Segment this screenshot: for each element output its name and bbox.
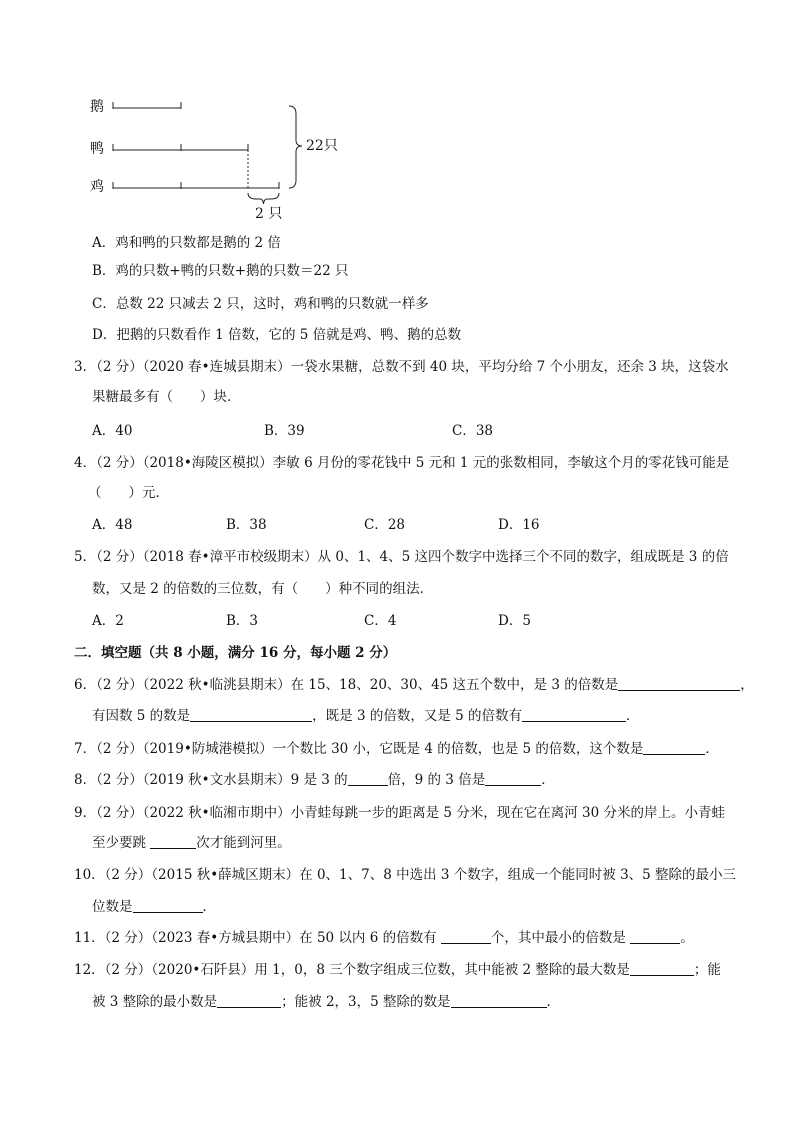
right-brace: [289, 106, 302, 188]
q4-option-c: C．28: [364, 517, 406, 533]
line-segment-diagram: [86, 92, 356, 224]
q5-option-c: C．4: [364, 613, 397, 629]
q4-option-d: D．16: [498, 517, 540, 533]
q6-blank-3[interactable]: [522, 707, 626, 722]
label-duck: 鸭: [90, 141, 104, 157]
q11-blank-1[interactable]: [441, 929, 491, 944]
q9-blank[interactable]: [150, 834, 196, 849]
q7-line: [74, 740, 719, 758]
q10-line2: [92, 898, 216, 916]
q11-blank-2[interactable]: [630, 929, 680, 944]
q3-option-c: C．38: [452, 423, 494, 439]
q6-text-a-end: ，: [740, 677, 754, 693]
q8-end: ．: [541, 772, 555, 788]
q10-blank[interactable]: [133, 898, 203, 913]
q4-option-b: B．38: [226, 517, 267, 533]
q10-text-b: ．: [202, 899, 216, 915]
section2-title: 二．填空题（共 8 小题，满分 16 分，每小题 2 分）: [74, 645, 397, 661]
q12-text-1b: ；能: [693, 962, 721, 978]
q11-line: [74, 929, 694, 947]
label-goose: 鹅: [90, 99, 104, 115]
q6-text-b-end: ．: [626, 708, 640, 724]
q6-text-b: 有因数 5 的数是: [92, 708, 191, 724]
bottom-brace: [248, 193, 279, 204]
q12-blank-2[interactable]: [217, 993, 281, 1008]
q7-blank[interactable]: [643, 740, 705, 755]
q8-blank-2[interactable]: [485, 771, 541, 786]
q12-text-2a: 被 3 整除的最小数是: [92, 994, 218, 1010]
q3-line1: 3．（2 分）（2020 春•连城县期末）一袋水果糖，总数不到 40 块，平均分给 7 个小朋友，还余 3 块，这袋水: [74, 359, 729, 375]
q2-option-c: C．总数 22 只减去 2 只，这时，鸡和鸭的只数就一样多: [92, 296, 429, 312]
q12-text-1a: 12．（2 分）（2020•石阡县）用 1，0，8 三个数字组成三位数，其中能被 2 整除的最大数是: [74, 962, 630, 978]
q8-text: 8．（2 分）（2019 秋•文水县期末）9 是 3 的: [74, 772, 348, 788]
q11-text: 11．（2 分）（2023 春•方城县期中）在 50 以内 6 的倍数有: [74, 930, 437, 946]
q12-blank-1[interactable]: [630, 961, 694, 976]
label-diff: 2 只: [255, 206, 283, 222]
q8-blank-1[interactable]: [348, 771, 388, 786]
q2-option-d: D．把鹅的只数看作 1 倍数，它的 5 倍就是鸡、鸭、鹅的总数: [92, 327, 462, 343]
q11-mid: 个，其中最小的倍数是: [490, 930, 626, 946]
q10-line1: 10．（2 分）（2015 秋•薛城区期末）在 0、1、7、8 中选出 3 个数字，组成一个能同时被 3、5 整除的最小三: [74, 867, 737, 883]
q7-end: ．: [705, 741, 719, 757]
q8-line: [74, 771, 555, 789]
q10-text-a: 位数是: [92, 899, 133, 915]
q8-mid: 倍，9 的 3 倍是: [387, 772, 486, 788]
q9-text-b: 次才能到河里。: [196, 835, 291, 851]
q5-option-d: D．5: [498, 613, 531, 629]
q3-option-b: B．39: [264, 423, 305, 439]
q4-line1: 4．（2 分）（2018•海陵区模拟）李敏 6 月份的零花钱中 5 元和 1 元的张数相同，李敏这个月的零花钱可能是: [74, 455, 730, 471]
q9-line2: [92, 834, 291, 852]
q6-line1: [74, 676, 754, 694]
q5-line2: 数，又是 2 的倍数的三位数，有（ ）种不同的组法．: [92, 581, 434, 597]
q6-text-b-mid: ，既是 3 的倍数，又是 5 的倍数有: [312, 708, 523, 724]
q12-blank-3[interactable]: [451, 993, 547, 1008]
q6-text-a: 6．（2 分）（2022 秋•临洮县期末）在 15、18、20、30、45 这五个数中，是 3 的倍数是: [74, 677, 619, 693]
q12-line1: [74, 961, 721, 979]
q2-option-b: B．鸡的只数+鸭的只数+鹅的只数＝22 只: [92, 263, 349, 279]
q5-line1: 5．（2 分）（2018 春•漳平市校级期末）从 0、1、4、5 这四个数字中选择三个不同的数字，组成既是 3 的倍: [74, 549, 729, 565]
q7-text: 7．（2 分）（2019•防城港模拟）一个数比 30 小，它既是 4 的倍数，也是 5 的倍数，这个数是: [74, 741, 644, 757]
q5-option-a: A．2: [92, 613, 124, 629]
q2-option-a: A．鸡和鸭的只数都是鹅的 2 倍: [92, 235, 281, 251]
q6-blank-2[interactable]: [190, 707, 312, 722]
q9-text-a: 至少要跳: [92, 835, 146, 851]
q12-text-2b: ；能被 2，3，5 整除的数是: [281, 994, 451, 1010]
q12-text-2c: ．: [546, 994, 561, 1010]
q3-option-a: A．40: [92, 423, 133, 439]
label-chicken: 鸡: [90, 179, 104, 195]
q12-line2: [92, 993, 560, 1011]
label-total: 22只: [306, 138, 338, 154]
q6-blank-1[interactable]: [618, 676, 740, 691]
q9-line1: 9．（2 分）（2022 秋•临湘市期中）小青蛙每跳一步的距离是 5 分米，现在它在离河 30 分米的岸上。小青蛙: [74, 805, 726, 821]
q3-line2: 果糖最多有（ ）块．: [92, 389, 241, 405]
q6-line2: [92, 707, 640, 725]
q4-option-a: A．48: [92, 517, 133, 533]
segment-drawing: [86, 92, 356, 224]
q4-line2: （ ）元．: [88, 485, 169, 501]
q5-option-b: B．3: [226, 613, 259, 629]
q11-end: 。: [680, 930, 694, 946]
